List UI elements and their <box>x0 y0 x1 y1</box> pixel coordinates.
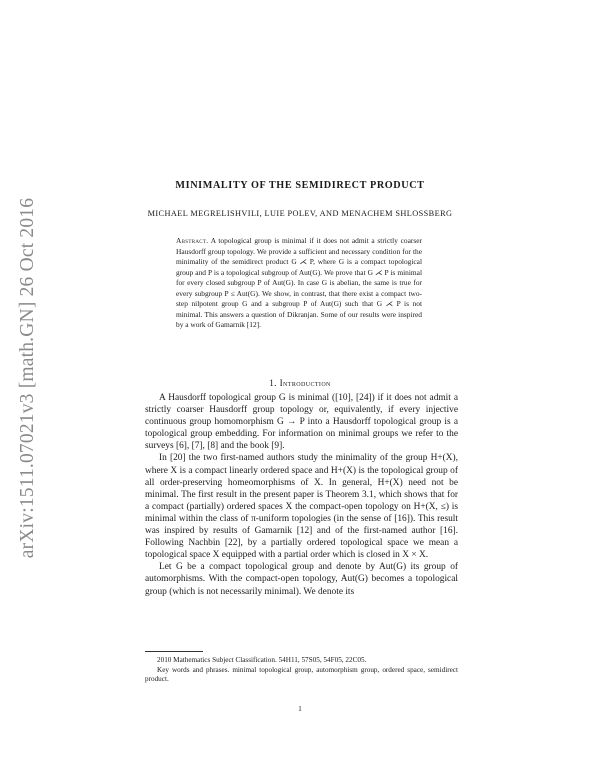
footnote-keywords: Key words and phrases. minimal topological group, automorphism group, ordered space, semidirect product. <box>145 665 458 684</box>
abstract <box>176 236 422 331</box>
paper-authors: MICHAEL MEGRELISHVILI, LUIE POLEV, AND MENACHEM SHLOSSBERG <box>147 209 453 218</box>
section-number: 1. <box>269 378 277 388</box>
paragraph: In [20] the two first-named authors study the minimality of the group H+(X), where X is a compact linearly ordered space and H+(X) is the topological group of all order-preserving homeomorphisms of X. In general, H+(X) need not be minimal. The first result in the present paper is Theorem 3.1, which shows that for a compact (partially) ordered spaces X the compact-open topology on H+(X, ≤) is minimal within the class of π-uniform topologies (in the sense of [16]). This result was inspired by results of Gamarnik [12] and of the first-named author [16]. Following Nachbin [22], by a partially ordered topological space we mean a topological space X equipped with a partial order which is closed in X × X. <box>145 453 458 561</box>
abstract-label: Abstract. <box>176 236 209 245</box>
section-title: Introduction <box>279 378 331 388</box>
paper-title: MINIMALITY OF THE SEMIDIRECT PRODUCT <box>175 180 425 191</box>
footnote-rule <box>145 651 203 652</box>
footnote-msc: 2010 Mathematics Subject Classification. 54H11, 57S05, 54F05, 22C05. <box>157 656 367 664</box>
abstract-text: A topological group is minimal if it does not admit a strictly coarser Hausdorff group topology. We provide a sufficient and necessary condition for the minimality of the semidirect product G ⋌ P, where G is a compact topological group and P is a topological subgroup of Aut(G). We prove that G ⋌ P is minimal for every closed subgroup P of Aut(G). In case G is abelian, the same is true for every subgroup P ≤ Aut(G). We show, in contrast, that there exist a compact two-step nilpotent group G and a subgroup P of Aut(G) such that G ⋌ P is not minimal. This answers a question of Dikranjan. Some of our results were inspired by a work of Gamarnik [12]. <box>176 236 422 329</box>
paragraph: Let G be a compact topological group and denote by Aut(G) its group of automorphisms. With the compact-open topology, Aut(G) becomes a topological group (which is not necessarily minimal). We denote its <box>145 562 458 597</box>
page-number: 1 <box>298 704 302 713</box>
body-text <box>145 392 458 598</box>
footnotes <box>145 656 458 685</box>
section-heading <box>0 378 600 388</box>
arxiv-identifier-text: arXiv:1511.07021v3 [math.GN] 26 Oct 2016 <box>17 197 39 559</box>
paragraph: A Hausdorff topological group G is minimal ([10], [24]) if it does not admit a strictly coarser Hausdorff group topology or, equivalently, if every injective continuous group homomorphism G → P into a Hausdorff topological group is a topological group embedding. For information on minimal groups we refer to the surveys [6], [7], [8] and the book [9]. <box>145 393 458 452</box>
